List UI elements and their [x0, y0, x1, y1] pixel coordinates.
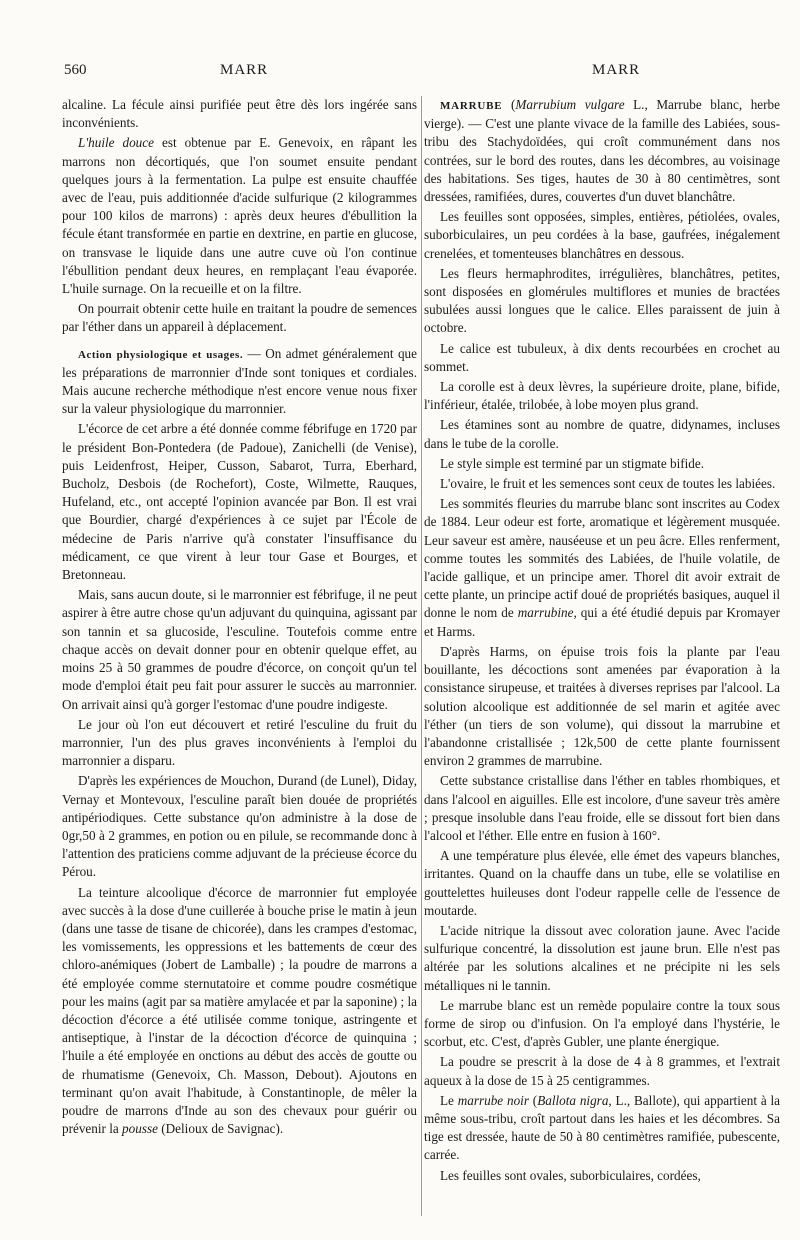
section-paragraph: Action physiologique et usages. — On admet généralement que les préparations de marronnier d'Inde sont toniques et cordiales. Mais aucune recherche méthodique n'est encore venue nous fixer sur la valeur physiologique du marronnier.: [62, 345, 417, 417]
paragraph: Le style simple est terminé par un stigmate bifide.: [440, 455, 705, 471]
entry-paragraph: MARRUBE (Marrubium vulgare L., Marrube blanc, herbe vierge). — C'est une plante vivace de la famille des Labiées, sous-tribu des Stachydoïdées, qui croît communément dans nos contrées, sur le bord des routes, dans les décombres, au voisinage des habitations. Ses tiges, hautes de 30 à 80 centimètres, sont dressées, ramifiées, dures, couvertes d'un duvet blanchâtre.: [424, 97, 780, 205]
term: L'huile douce: [78, 135, 154, 151]
entry-heading: MARRUBE: [440, 100, 503, 112]
page-number: 560: [64, 62, 87, 78]
paragraph: Le marrube blanc est un remède populaire contre la toux sous forme de sirop ou d'infusion. On l'a employé dans l'hystérie, le scorbut, etc. C'est, d'après Gubler, une plante énergique.: [424, 997, 780, 1050]
paragraph: Les feuilles sont ovales, suborbiculaires, cordées,: [440, 1167, 701, 1183]
paragraph: D'après les expériences de Mouchon, Durand (de Lunel), Diday, Vernay et Montevoux, l'esculine paraît bien douée de propriétés antipériodiques. Cette substance qu'on administre à la dose de 0gr,50 à 2 grammes, en potion ou en pilule, se recommande donc à l'attention des praticiens comme adjuvant de la précieuse écorce du Pérou.: [62, 773, 417, 880]
paragraph: Les fleurs hermaphrodites, irrégulières, blanchâtres, petites, sont disposées en glomérules multiflores et munies de bractées subulées aussi longues que le calice. Elles paraissent de juin à octobre.: [424, 265, 780, 336]
paragraph: D'après Harms, on épuise trois fois la plante par l'eau bouillante, les décoctions sont amenées par évaporation à la consistance sirupeuse, et traitées à diverses reprises par l'alcool. La solution alcoolique est additionnée de sel marin et agitée avec l'éther (un tiers de son volume), qui dissout la marrubine et l'abandonne cristallisée ; 12k,500 de cette plante fournissent environ 2 grammes de marrubine.: [424, 643, 780, 769]
paragraph: Cette substance cristallise dans l'éther en tables rhombiques, et dans l'alcool en aiguilles. Elle est incolore, d'une saveur très amère ; presque insoluble dans l'eau froide, elle se dissout fort bien dans l'alcool et l'éther. Elle entre en fusion à 160°.: [424, 773, 780, 843]
column-divider: [421, 96, 422, 1216]
paragraph: L'acide nitrique la dissout avec coloration jaune. Avec l'acide sulfurique concentré, la dissolution est jaune brun. Elle n'est pas altérée par les solutions alcalines et ne précipite ni les sels métalliques ni le tannin.: [424, 922, 780, 993]
page-header: [0, 62, 800, 86]
paragraph: Les feuilles sont opposées, simples, entières, pétiolées, ovales, suborbiculaires, un peu cordées à la base, gaufrées, inégalement crenelées, et tomenteuses blanchâtres en dessous.: [424, 209, 780, 261]
paragraph: La corolle est à deux lèvres, la supérieure droite, plane, bifide, l'inférieur, étalée, trilobée, à lobe moyen plus grand.: [424, 379, 780, 413]
section-heading: Action physiologique et usages.: [78, 348, 244, 361]
latin-name: Marrubium vulgare: [515, 97, 625, 112]
paragraph: Les étamines sont au nombre de quatre, didynames, incluses dans le tube de la corolle.: [424, 417, 780, 451]
paragraph: La teinture alcoolique d'écorce de marronnier fut employée avec succès à la dose d'une cuillerée à bouche prise le matin à jeun (dans une tasse de tisane de chicorée), dans les crampes d'estomac, les vomissements, les oppressions et les battements de cœur des chloro-anémiques (Jobert de Lamballe) ; la poudre de marrons a été employée comme sternutatoire et comme poudre cosmétique pour les mains (agit par sa matière amylacée et par la saponine) ; la décoction d'écorce a été utilisée comme tonique, astringente et antiseptique, à l'instar de la décoction d'écorce de quinquina ; l'huile a été employée en onctions au début des accès de goutte ou de rhumatisme (Genevoix, Ch. Masson, Debout). Ajoutons en terminant qu'on avait l'habitude, à Constantinople, de mêler la poudre de marrons d'Inde au son des chevaux pour guérir ou prévenir la pousse (Delioux de Savignac).: [62, 884, 417, 1137]
paragraph: Le marrube noir (Ballota nigra, L., Ballote), qui appartient à la même sous-tribu, croît partout dans les haies et les décombres. Sa tige est dressée, haute de 50 à 80 centimètres ramifiée, pubescente, carrée.: [424, 1092, 780, 1163]
running-head-left: MARR: [220, 62, 269, 78]
paragraph: Les sommités fleuries du marrube blanc sont inscrites au Codex de 1884. Leur odeur est forte, aromatique et légèrement musquée. Leur saveur est amère, nauséeuse et un peu âcre. Elles renferment, comme toutes les sommités des Labiées, de l'huile volatile, de l'acide gallique, et un principe amer. Thorel dit avoir extrait de cette plante, un principe actif doué de propriétés basiques, auquel il donne le nom de marrubine, qui a été étudié depuis par Kromayer et Harms.: [424, 496, 780, 639]
paragraph: Le jour où l'on eut découvert et retiré l'esculine du fruit du marronnier, l'un des plus graves inconvénients à l'emploi du marronnier a disparu.: [62, 716, 417, 769]
left-column: [62, 96, 417, 1226]
paragraph: On pourrait obtenir cette huile en traitant la poudre de semences par l'éther dans un appareil à déplacement.: [62, 301, 417, 335]
paragraph: L'écorce de cet arbre a été donnée comme fébrifuge en 1720 par le président Bon-Pontedera (de Padoue), Zanichelli (de Venise), puis Leidenfrost, Heiper, Cusson, Sabarot, Turra, Eberhard, Bucholz, Desbois (de Rochefort), Coste, Wilmette, Rauques, Hufeland, etc., ont accepté l'opinion avancée par Bon. Il est vrai que Bourdier, chargé d'expériences à ce sujet par l'École de médecine de Paris n'arrive qu'à constater l'insuffisance du médicament, ce que virent à leur tour Gase et Bourges, et Bretonneau.: [62, 421, 417, 583]
paragraph: L'ovaire, le fruit et les semences sont ceux de toutes les labiées.: [440, 476, 776, 492]
paragraph: Le calice est tubuleux, à dix dents recourbées en crochet au sommet.: [424, 340, 780, 374]
paragraph: A une température plus élevée, elle émet des vapeurs blanches, irritantes. Quand on la chauffe dans un tube, elle se volatilise en gouttelettes huileuses dont l'odeur rappelle celle de l'essence de moutarde.: [424, 848, 780, 918]
right-column: [424, 96, 780, 1226]
paragraph: La poudre se prescrit à la dose de 4 à 8 grammes, et l'extrait aqueux à la dose de 15 à 25 centigrammes.: [424, 1054, 780, 1088]
paragraph: alcaline. La fécule ainsi purifiée peut être dès lors ingérée sans inconvénients.: [62, 97, 417, 131]
paragraph: L'huile douce est obtenue par E. Genevoix, en râpant les marrons non décortiqués, que l'on soumet ensuite pendant quelques jours à la fermentation. La pulpe est ensuite chauffée avec de l'eau, puis additionnée d'acide sulfurique (2 kilogrammes pour 100 kilos de marrons) : après deux heures d'ébullition la fécule étant transformée en partie en dextrine, en partie en glucose, on transvase le liquide dans une autre cuve où l'on continue l'ébullition pendant deux heures, en remplaçant l'eau évaporée. L'huile surnage. On la recueille et on la filtre.: [62, 135, 417, 297]
paragraph: Mais, sans aucun doute, si le marronnier est fébrifuge, il ne peut aspirer à être autre chose qu'un adjuvant du quinquina, agissant par son tannin et sa glucoside, l'esculine. Toutefois comme entre chaque accès on devait donner pour en obtenir quelque effet, au moins 25 à 50 grammes de poudre d'écorce, on conçoit qu'un tel mode d'emploi était peu fait pour assurer le succès au marronnier. On arrivait ainsi qu'à gorger l'estomac d'une poudre indigeste.: [62, 587, 417, 712]
running-head-right: MARR: [592, 62, 641, 78]
